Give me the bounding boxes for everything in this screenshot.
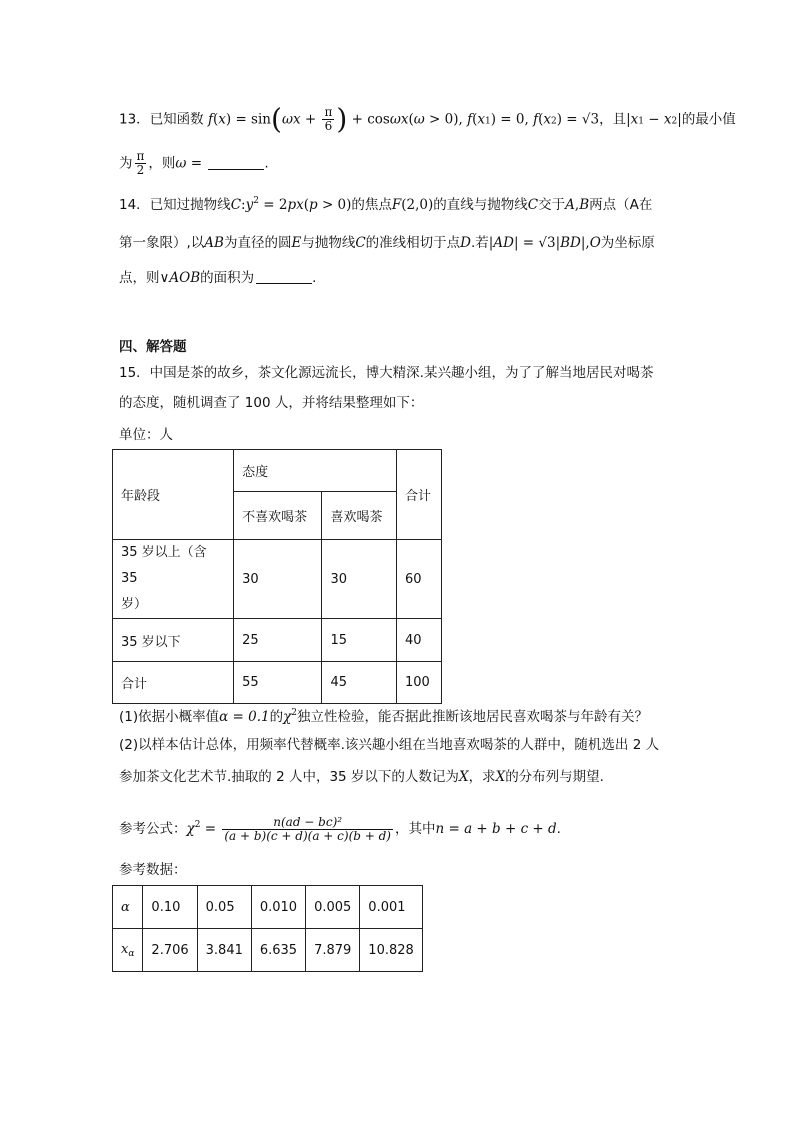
cell-total: 60: [397, 540, 442, 619]
cell-like: 30: [322, 540, 397, 619]
q14-answer-blank[interactable]: [256, 269, 312, 284]
header-like: 喜欢喝茶: [322, 492, 397, 540]
reference-table: [112, 885, 423, 972]
ref-alpha-value: 0.10: [143, 886, 197, 929]
chi-square-formula: $\frac{\text{n(ad − bc)²}}{(a + b)(c + d)(a + c)(b + d)}$: [224, 814, 391, 843]
ref-alpha-value: 0.05: [197, 886, 251, 929]
header-dislike: 不喜欢喝茶: [234, 492, 322, 540]
q13-line2: 为 $\frac{\pi}{2}$ ，则ω = .: [119, 149, 269, 177]
table-row: [113, 886, 423, 929]
q13-pi-over-6: $\frac{\pi}{6}$: [324, 105, 333, 133]
row-label: 35 岁以下: [113, 619, 234, 662]
table-row: [113, 929, 423, 972]
cell-total: 100: [397, 662, 442, 704]
header-age: 年龄段: [113, 450, 234, 540]
q14-line3: 点，则∨AOB的面积为 .: [119, 270, 317, 286]
q14-line1: 14．已知过抛物线$C:y^2 = 2px(p > 0)$的焦点F(2,0)的直线与抛物线C交于A,B两点（A在: [119, 196, 653, 213]
ref-alpha-label: α: [113, 886, 143, 929]
section-heading: 四、解答题: [119, 339, 187, 355]
q15-part2-line2: 参加茶文化艺术节.抽取的 2 人中，35 岁以下的人数记为X，求X的分布列与期望.: [119, 769, 604, 785]
ref-alpha-value: 0.001: [360, 886, 423, 929]
cell-dislike: 30: [234, 540, 322, 619]
header-total: 合计: [397, 450, 442, 540]
ref-x-value: 7.879: [306, 929, 360, 972]
table-row: [113, 662, 442, 704]
ref-x-value: 10.828: [360, 929, 423, 972]
table-row: [113, 619, 442, 662]
cell-like: 15: [322, 619, 397, 662]
cell-dislike: 25: [234, 619, 322, 662]
row-label: 合计: [113, 662, 234, 704]
q13-pi-over-2: $\frac{\pi}{2}$: [136, 149, 145, 177]
table-row: [113, 540, 442, 619]
q13-answer-blank[interactable]: [208, 155, 264, 170]
ref-alpha-value: 0.005: [306, 886, 360, 929]
q13-line1: 13．已知函数 f(x) = sin(ωx + $\frac{\pi}{6}$ ) + cosωx(ω > 0), f(x1) = 0, f(x2) = √3，且|x1 − x2|的最小值: [119, 102, 736, 136]
ref-x-value: 3.841: [197, 929, 251, 972]
ref-x-value: 2.706: [143, 929, 197, 972]
q15-line1: 15．中国是茶的故乡，茶文化源远流长，博大精深.某兴趣小组，为了了解当地居民对喝茶: [119, 365, 654, 381]
ref-alpha-value: 0.010: [251, 886, 305, 929]
q15-line2: 的态度，随机调查了 100 人，并将结果整理如下：: [119, 395, 424, 411]
q15-part2-line1: (2)以样本估计总体，用频率代替概率.该兴趣小组在当地喜欢喝茶的人群中，随机选出 2 人: [119, 737, 660, 753]
q15-formula: 参考公式：$\chi^2$ = $\frac{\text{n(ad − bc)²}}{(a + b)(c + d)(a + c)(b + d)}$ ，其中n = a + b + c + d.: [119, 814, 561, 843]
cell-dislike: 55: [234, 662, 322, 704]
q15-part1: (1)依据小概率值α = 0.1的$\chi^2$独立性检验，能否据此推断该地居民喜欢喝茶与年龄有关？: [119, 708, 649, 725]
row-label: 35 岁以上（含 35 岁）: [113, 540, 234, 619]
q15-unit: 单位：人: [119, 427, 173, 443]
q13-function-expr: f: [207, 111, 213, 128]
q13-number: 13．: [119, 111, 150, 128]
survey-table: [112, 449, 442, 704]
cell-like: 45: [322, 662, 397, 704]
ref-x-value: 6.635: [251, 929, 305, 972]
q13-text: 已知函数: [149, 111, 204, 128]
ref-x-label: $x_\alpha$: [113, 929, 143, 972]
q14-line2: 第一象限）,以AB为直径的圆E与抛物线C的准线相切于点D.若|AD| = √3|BD|,O为坐标原: [119, 235, 655, 251]
header-attitude: 态度: [234, 450, 397, 492]
q15-ref-label: 参考数据：: [119, 862, 187, 878]
cell-total: 40: [397, 619, 442, 662]
